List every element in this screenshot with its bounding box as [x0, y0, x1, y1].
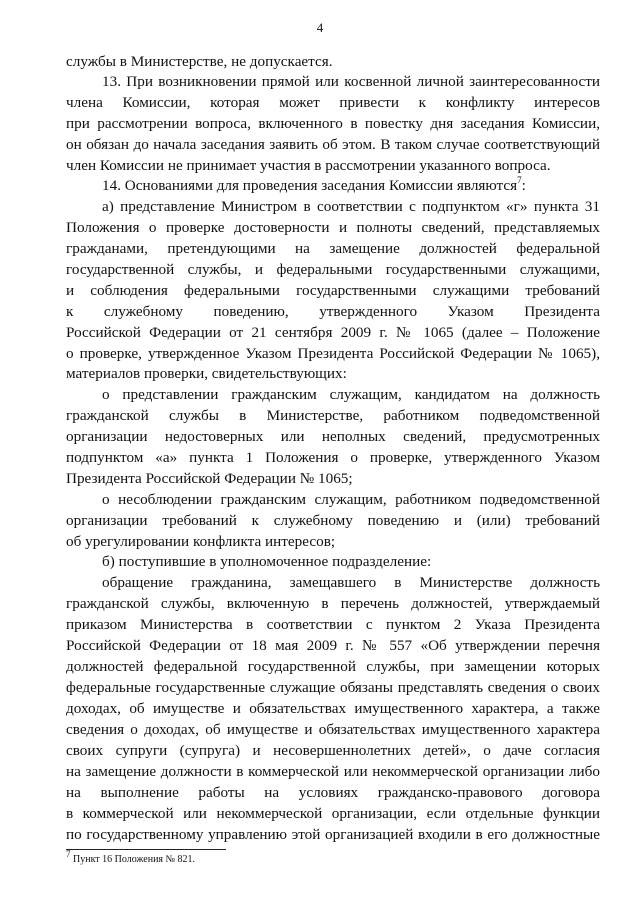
text-line: [66, 448, 600, 468]
text-line-content: члена Комиссии, которая может привести к конфликту интересов: [66, 94, 600, 111]
text-line: [66, 804, 600, 824]
text-line-content: гражданской службы, включенную в перечень должностей, утверждаемый: [66, 595, 600, 612]
text-line: [66, 406, 600, 426]
text-line: [102, 490, 600, 510]
text-line: [66, 762, 600, 782]
text-line: [102, 72, 600, 92]
text-line: [66, 720, 600, 740]
text-line: [66, 281, 600, 301]
text-line: [66, 783, 600, 803]
text-line: [102, 552, 600, 572]
text-line-content: в коммерческой или некоммерческой организации, если отдельные функции: [66, 805, 600, 822]
text-line-content: должностей федеральной государственной службы, при замещении которых: [66, 658, 600, 675]
text-line: [66, 302, 600, 322]
text-line-content: Положения о проверке достоверности и полноты сведений, представляемых: [66, 219, 600, 236]
text-line: [66, 511, 600, 531]
page-number: 4: [316, 20, 324, 35]
text-line: [66, 218, 600, 238]
footnote-text: Пункт 16 Положения № 821.: [70, 854, 196, 865]
text-line-content: 14. Основаниями для проведения заседания Комиссии являются: [102, 177, 518, 194]
text-line-content: службы в Министерстве, не допускается.: [66, 53, 333, 70]
text-line: [66, 260, 600, 280]
text-line: [102, 197, 600, 217]
text-line-content: о представлении гражданским служащим, кандидатом на должность: [102, 386, 600, 403]
text-line-content: б) поступившие в уполномоченное подразделение:: [102, 553, 432, 570]
text-line: [66, 93, 600, 113]
text-line: [66, 825, 600, 845]
text-line-content: приказом Министерства в соответствии с пунктом 2 Указа Президента: [66, 616, 600, 633]
text-line-content: член Комиссии не принимает участия в рассмотрении указанного вопроса.: [66, 157, 551, 174]
text-line: [102, 176, 600, 196]
text-line: [66, 532, 600, 552]
text-line: [66, 114, 600, 134]
text-line: [66, 323, 600, 343]
text-line-content: Президента Российской Федерации № 1065;: [66, 470, 353, 487]
text-line: [66, 657, 600, 677]
text-line-content: а) представление Министром в соответствии с подпунктом «г» пункта 31: [102, 198, 600, 215]
text-line-content: он обязан до начала заседания заявить об этом. В таком случае соответствующий: [66, 136, 600, 153]
text-line: [66, 52, 600, 72]
text-line: [66, 636, 600, 656]
text-line: [66, 344, 600, 364]
text-line-content: организации недостоверных или неполных сведений, предусмотренных: [66, 428, 600, 445]
footnote-reference: 7: [517, 174, 522, 185]
text-line-content: своих супруги (супруга) и несовершеннолетних детей», о даче согласия: [66, 742, 600, 759]
text-line-content: государственной службы, и федеральными государственными служащими,: [66, 261, 600, 278]
text-line-content: на выполнение работы на условиях гражданско-правового договора: [66, 784, 600, 801]
text-line-content: по государственному управлению этой организацией входили в его должностные: [66, 826, 600, 843]
text-line: [66, 615, 600, 635]
text-line-content: федеральные государственные служащие обязаны представлять сведения о своих: [66, 679, 600, 696]
text-line: [66, 427, 600, 447]
text-line: [66, 741, 600, 761]
footnote: [66, 848, 196, 866]
text-line-content: Российской Федерации от 18 мая 2009 г. № 557 «Об утверждении перечня: [66, 637, 600, 654]
text-line: [66, 469, 600, 489]
footnote-separator: [66, 849, 226, 850]
text-line-content: обращение гражданина, замещавшего в Министерстве должность: [102, 574, 600, 591]
text-line: [102, 385, 600, 405]
text-line-content: о несоблюдении гражданским служащим, работником подведомственной: [102, 491, 600, 508]
text-line: [66, 135, 600, 155]
text-line-content: на замещение должности в коммерческой или некоммерческой организации либо: [66, 763, 600, 780]
text-line-content: 13. При возникновении прямой или косвенной личной заинтересованности: [102, 73, 600, 90]
text-line-content: гражданами, претендующими на замещение должностей федеральной: [66, 240, 600, 257]
text-line-content: организации требований к служебному поведению и (или) требований: [66, 512, 600, 529]
text-line-content: гражданской службы в Министерстве, работником подведомственной: [66, 407, 600, 424]
text-line: [66, 699, 600, 719]
text-line: [66, 364, 600, 384]
text-line-content: о проверке, утвержденное Указом Президента Российской Федерации № 1065),: [66, 345, 600, 362]
text-line: [66, 594, 600, 614]
text-line-content: подпунктом «а» пункта 1 Положения о проверке, утвержденного Указом: [66, 449, 600, 466]
text-line-content: и соблюдения федеральными государственными служащими требований: [66, 282, 600, 299]
text-line: [66, 678, 600, 698]
text-line-content: Российской Федерации от 21 сентября 2009 г. № 1065 (далее – Положение: [66, 324, 600, 341]
text-line-content: доходах, об имуществе и обязательствах имущественного характера, а также: [66, 700, 600, 717]
text-line-content: к служебному поведению, утвержденного Указом Президента: [66, 303, 600, 320]
text-line-content: об урегулировании конфликта интересов;: [66, 533, 336, 550]
text-line: [66, 156, 600, 176]
text-line-content: при рассмотрении вопроса, включенного в повестку дня заседания Комиссии,: [66, 115, 600, 132]
text-line: [102, 573, 600, 593]
text-line: [66, 239, 600, 259]
text-line-content: сведения о доходах, об имуществе и обязательствах имущественного характера: [66, 721, 600, 738]
text-line-suffix: :: [521, 177, 526, 194]
footnote-marker: 7: [66, 848, 71, 859]
text-line-content: материалов проверки, свидетельствующих:: [66, 365, 347, 382]
